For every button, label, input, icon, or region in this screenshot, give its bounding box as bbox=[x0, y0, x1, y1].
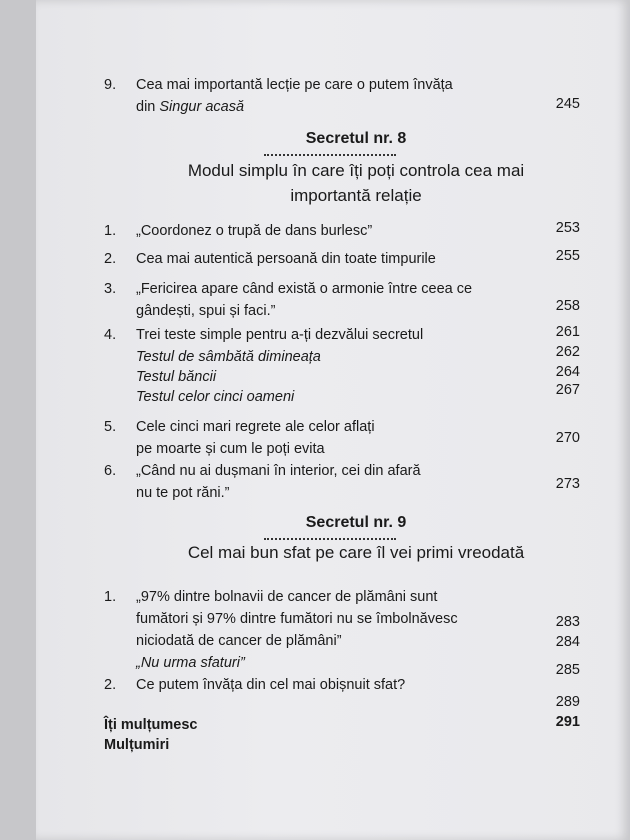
page-number: 273 bbox=[555, 476, 580, 492]
section-subtitle: Modul simplu în care îți poți controla cea mai bbox=[187, 161, 525, 180]
section-subtitle-line2: importantă relație bbox=[290, 186, 422, 205]
section-title: Secretul nr. 8 bbox=[305, 130, 407, 147]
section-title: Secretul nr. 9 bbox=[305, 514, 407, 531]
page-number: 267 bbox=[555, 382, 580, 398]
section-subtitle: Cel mai bun sfat pe care îl vei primi vreodată bbox=[187, 543, 525, 562]
entry-number: 9. bbox=[104, 77, 117, 93]
entry-text: Cea mai importantă lecție pe care o putem învăța bbox=[136, 77, 453, 93]
page-number: 258 bbox=[555, 298, 580, 314]
book-gutter bbox=[0, 0, 36, 840]
book-page: 9. Cea mai importantă lecție pe care o putem învăța din Singur acasă 245 Secretul nr. 8 Modul simplu în care îți poți controla cea mai importantă relație 1. „Coordonez o trupă de dans burlesc” 253 2. Cea mai autentică persoană din toate timpurile 255 3. „Fericirea apare când există o armonie între ceea ce gândești, spui și faci.” 258 4. Trei teste simple pentru a-ți dezvălui secretul 261 Testul de sâmbătă dimineața 262 Testul băncii 264 Testul celor cinci oameni 267 5. Cele cinci mari regrete ale celor aflați pe moarte și cum le poți evita 270 6. „Când nu ai dușmani în interior, cei din afară nu te pot răni.” 273 Secretul nr. 9 Cel mai bun sfat pe care îl vei primi vreodată 1. „97% dintre bolnavii de cancer de plămâni sunt fumători și 97% dintre fumători nu se îmbolnăvesc niciodată de cancer de plămâni” „Nu urma sfaturi” 283 284 2. Ce putem învăța din cel mai obișnuit sfat? 285 289 Îți mulțumesc 291 Mulțumiri bbox=[36, 0, 630, 840]
page-number: 261 bbox=[555, 324, 580, 340]
page-number: 291 bbox=[555, 714, 580, 730]
entry-text-line2: din Singur acasă bbox=[136, 99, 245, 115]
page-number: 270 bbox=[555, 430, 580, 446]
page-number: 255 bbox=[555, 248, 580, 264]
page-number: 245 bbox=[555, 96, 580, 112]
page-number: 253 bbox=[555, 220, 580, 236]
page-number: 283 bbox=[555, 614, 580, 630]
dotted-divider bbox=[264, 154, 396, 156]
page-number: 264 bbox=[555, 364, 580, 380]
page-number: 289 bbox=[555, 694, 580, 710]
page-number: 262 bbox=[555, 344, 580, 360]
page-number: 285 bbox=[555, 662, 580, 678]
page-number: 284 bbox=[555, 634, 580, 650]
